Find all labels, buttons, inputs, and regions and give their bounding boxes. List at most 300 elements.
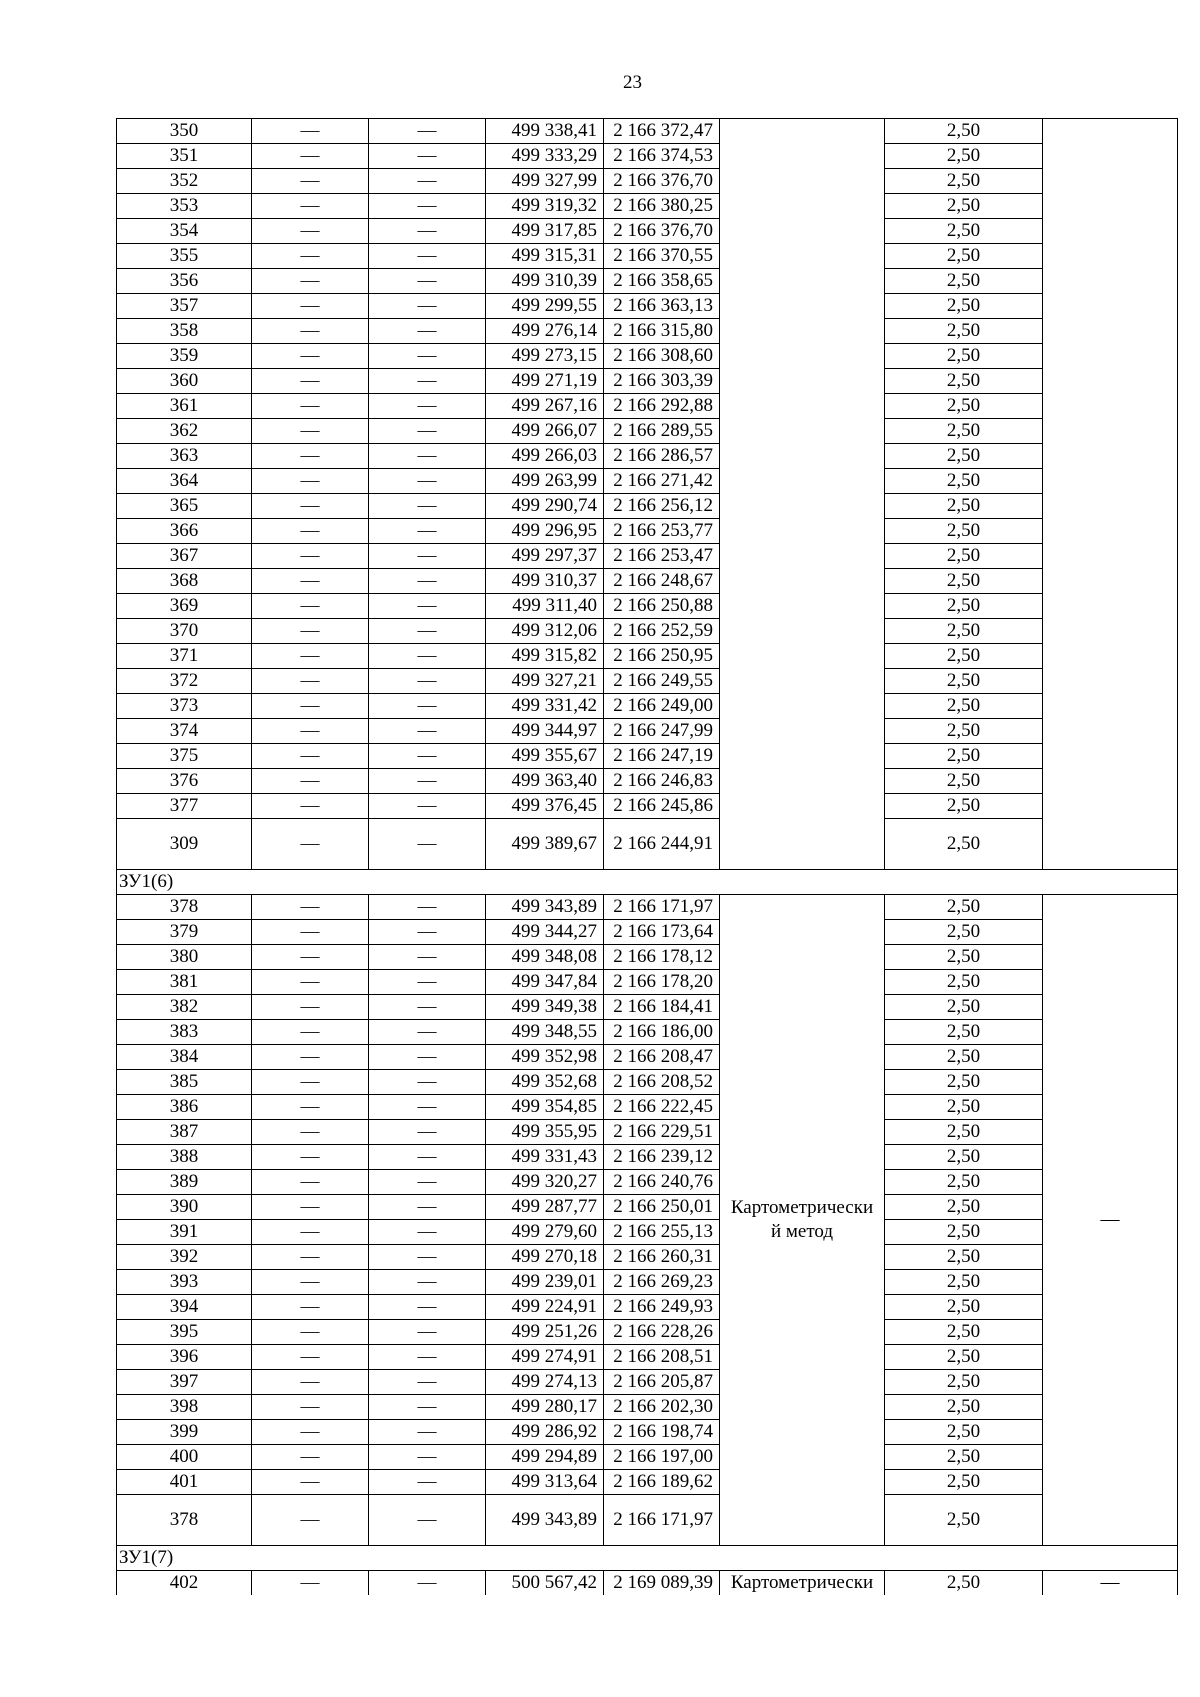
dash-cell: — xyxy=(252,444,369,469)
x-coordinate: 499 355,95 xyxy=(486,1120,604,1145)
table-row xyxy=(117,1420,1178,1445)
accuracy-value: 2,50 xyxy=(885,144,1043,169)
x-coordinate: 499 299,55 xyxy=(486,294,604,319)
x-coordinate: 499 315,82 xyxy=(486,644,604,669)
dash-cell: — xyxy=(252,1095,369,1120)
dash-cell: — xyxy=(252,169,369,194)
dash-cell: — xyxy=(252,1020,369,1045)
table-row xyxy=(117,1145,1178,1170)
table-row xyxy=(117,1120,1178,1145)
dash-cell: — xyxy=(252,394,369,419)
point-number: 356 xyxy=(117,269,252,294)
x-coordinate: 499 251,26 xyxy=(486,1320,604,1345)
dash-cell: — xyxy=(252,1495,369,1546)
accuracy-value: 2,50 xyxy=(885,1495,1043,1546)
accuracy-value: 2,50 xyxy=(885,494,1043,519)
accuracy-value: 2,50 xyxy=(885,1170,1043,1195)
table-row xyxy=(117,444,1178,469)
table-row xyxy=(117,344,1178,369)
point-number: 377 xyxy=(117,794,252,819)
point-number: 361 xyxy=(117,394,252,419)
table-row xyxy=(117,644,1178,669)
x-coordinate: 499 327,99 xyxy=(486,169,604,194)
dash-cell: — xyxy=(252,494,369,519)
table-row xyxy=(117,469,1178,494)
coordinates-table xyxy=(116,118,1178,1595)
dash-cell: — xyxy=(252,1420,369,1445)
x-coordinate: 499 280,17 xyxy=(486,1395,604,1420)
y-coordinate: 2 166 250,95 xyxy=(604,644,720,669)
table-row xyxy=(117,219,1178,244)
accuracy-value: 2,50 xyxy=(885,819,1043,870)
dash-cell: — xyxy=(252,1320,369,1345)
dash-cell: — xyxy=(369,769,486,794)
dash-cell: — xyxy=(252,1270,369,1295)
x-coordinate: 499 344,27 xyxy=(486,920,604,945)
point-number: 355 xyxy=(117,244,252,269)
x-coordinate: 499 343,89 xyxy=(486,1495,604,1546)
point-number: 373 xyxy=(117,694,252,719)
dash-cell: — xyxy=(369,1020,486,1045)
point-number: 402 xyxy=(117,1571,252,1596)
y-coordinate: 2 166 171,97 xyxy=(604,1495,720,1546)
y-coordinate: 2 166 292,88 xyxy=(604,394,720,419)
dash-cell: — xyxy=(252,144,369,169)
table-row xyxy=(117,1295,1178,1320)
dash-cell: — xyxy=(252,469,369,494)
table-row xyxy=(117,1470,1178,1495)
x-coordinate: 499 338,41 xyxy=(486,119,604,144)
y-coordinate: 2 166 289,55 xyxy=(604,419,720,444)
x-coordinate: 499 287,77 xyxy=(486,1195,604,1220)
dash-cell: — xyxy=(369,1170,486,1195)
accuracy-value: 2,50 xyxy=(885,644,1043,669)
point-number: 362 xyxy=(117,419,252,444)
dash-cell: — xyxy=(252,794,369,819)
x-coordinate: 499 355,67 xyxy=(486,744,604,769)
accuracy-value: 2,50 xyxy=(885,1420,1043,1445)
dash-cell: — xyxy=(252,945,369,970)
dash-cell: — xyxy=(252,1170,369,1195)
dash-cell: — xyxy=(369,819,486,870)
x-coordinate: 499 270,18 xyxy=(486,1245,604,1270)
accuracy-value: 2,50 xyxy=(885,1320,1043,1345)
dash-cell: — xyxy=(369,1220,486,1245)
dash-cell: — xyxy=(252,219,369,244)
point-number: 357 xyxy=(117,294,252,319)
dash-cell: — xyxy=(369,169,486,194)
table-row xyxy=(117,1270,1178,1295)
table-row xyxy=(117,419,1178,444)
accuracy-value: 2,50 xyxy=(885,244,1043,269)
accuracy-value: 2,50 xyxy=(885,569,1043,594)
dash-cell: — xyxy=(369,1295,486,1320)
point-number: 383 xyxy=(117,1020,252,1045)
accuracy-value: 2,50 xyxy=(885,1245,1043,1270)
y-coordinate: 2 166 178,20 xyxy=(604,970,720,995)
dash-cell: — xyxy=(252,244,369,269)
dash-cell: — xyxy=(369,1470,486,1495)
accuracy-value: 2,50 xyxy=(885,945,1043,970)
point-number: 366 xyxy=(117,519,252,544)
dash-cell: — xyxy=(252,194,369,219)
point-number: 354 xyxy=(117,219,252,244)
table-row xyxy=(117,1445,1178,1470)
accuracy-value: 2,50 xyxy=(885,369,1043,394)
dash-cell: — xyxy=(369,244,486,269)
dash-cell: — xyxy=(369,1195,486,1220)
dash-cell: — xyxy=(252,569,369,594)
dash-cell: — xyxy=(369,794,486,819)
x-coordinate: 499 224,91 xyxy=(486,1295,604,1320)
y-coordinate: 2 166 249,55 xyxy=(604,669,720,694)
table-row xyxy=(117,594,1178,619)
dash-cell: — xyxy=(369,1370,486,1395)
dash-cell: — xyxy=(369,995,486,1020)
y-coordinate: 2 166 247,19 xyxy=(604,744,720,769)
table-row xyxy=(117,1395,1178,1420)
y-coordinate: 2 166 252,59 xyxy=(604,619,720,644)
table-row xyxy=(117,394,1178,419)
y-coordinate: 2 166 178,12 xyxy=(604,945,720,970)
x-coordinate: 499 310,37 xyxy=(486,569,604,594)
x-coordinate: 499 312,06 xyxy=(486,619,604,644)
x-coordinate: 499 315,31 xyxy=(486,244,604,269)
table-row xyxy=(117,1045,1178,1070)
dash-cell: — xyxy=(369,694,486,719)
dash-cell: — xyxy=(369,1045,486,1070)
x-coordinate: 499 331,42 xyxy=(486,694,604,719)
y-coordinate: 2 166 249,93 xyxy=(604,1295,720,1320)
dash-cell: — xyxy=(369,719,486,744)
x-coordinate: 499 349,38 xyxy=(486,995,604,1020)
dash-cell: — xyxy=(369,920,486,945)
point-number: 395 xyxy=(117,1320,252,1345)
dash-cell: — xyxy=(252,970,369,995)
dash-cell: — xyxy=(252,1370,369,1395)
dash-cell: — xyxy=(252,1045,369,1070)
dash-cell: — xyxy=(369,294,486,319)
table-row xyxy=(117,244,1178,269)
table-row xyxy=(117,694,1178,719)
y-coordinate: 2 166 303,39 xyxy=(604,369,720,394)
method-cell: Картометрически xyxy=(720,1571,885,1596)
point-number: 399 xyxy=(117,1420,252,1445)
section-row xyxy=(117,1546,1178,1571)
accuracy-value: 2,50 xyxy=(885,444,1043,469)
accuracy-value: 2,50 xyxy=(885,1020,1043,1045)
dash-cell: — xyxy=(369,1320,486,1345)
dash-cell: — xyxy=(369,444,486,469)
accuracy-value: 2,50 xyxy=(885,995,1043,1020)
accuracy-value: 2,50 xyxy=(885,694,1043,719)
accuracy-value: 2,50 xyxy=(885,970,1043,995)
y-coordinate: 2 166 173,64 xyxy=(604,920,720,945)
point-number: 389 xyxy=(117,1170,252,1195)
table-row xyxy=(117,1345,1178,1370)
table-row xyxy=(117,144,1178,169)
dash-cell: — xyxy=(369,1495,486,1546)
point-number: 379 xyxy=(117,920,252,945)
dash-cell: — xyxy=(369,1571,486,1596)
y-coordinate: 2 166 250,01 xyxy=(604,1195,720,1220)
point-number: 393 xyxy=(117,1270,252,1295)
table-row xyxy=(117,744,1178,769)
table-row xyxy=(117,519,1178,544)
dash-cell: — xyxy=(252,1245,369,1270)
dash-cell: — xyxy=(252,920,369,945)
accuracy-value: 2,50 xyxy=(885,1120,1043,1145)
dash-cell: — xyxy=(369,144,486,169)
accuracy-value: 2,50 xyxy=(885,194,1043,219)
y-coordinate: 2 166 260,31 xyxy=(604,1245,720,1270)
dash-cell: — xyxy=(252,1220,369,1245)
accuracy-value: 2,50 xyxy=(885,920,1043,945)
dash-cell: — xyxy=(252,519,369,544)
table-row xyxy=(117,1195,1178,1220)
dash-cell: — xyxy=(369,619,486,644)
dash-cell: — xyxy=(369,1070,486,1095)
section-label: ЗУ1(7) xyxy=(117,1546,1178,1571)
point-number: 358 xyxy=(117,319,252,344)
dash-cell: — xyxy=(369,394,486,419)
accuracy-value: 2,50 xyxy=(885,519,1043,544)
point-number: 363 xyxy=(117,444,252,469)
x-coordinate: 499 239,01 xyxy=(486,1270,604,1295)
table-row xyxy=(117,1020,1178,1045)
x-coordinate: 499 348,55 xyxy=(486,1020,604,1045)
y-coordinate: 2 166 222,45 xyxy=(604,1095,720,1120)
accuracy-value: 2,50 xyxy=(885,669,1043,694)
point-number: 381 xyxy=(117,970,252,995)
y-coordinate: 2 166 308,60 xyxy=(604,344,720,369)
y-coordinate: 2 166 247,99 xyxy=(604,719,720,744)
dash-cell: — xyxy=(252,319,369,344)
x-coordinate: 499 347,84 xyxy=(486,970,604,995)
dash-cell: — xyxy=(252,1345,369,1370)
accuracy-value: 2,50 xyxy=(885,1145,1043,1170)
x-coordinate: 500 567,42 xyxy=(486,1571,604,1596)
y-coordinate: 2 166 208,51 xyxy=(604,1345,720,1370)
y-coordinate: 2 166 315,80 xyxy=(604,319,720,344)
accuracy-value: 2,50 xyxy=(885,344,1043,369)
dash-cell: — xyxy=(252,1470,369,1495)
dash-cell: — xyxy=(252,1445,369,1470)
accuracy-value: 2,50 xyxy=(885,1070,1043,1095)
x-coordinate: 499 297,37 xyxy=(486,544,604,569)
table-row xyxy=(117,719,1178,744)
table-row xyxy=(117,1370,1178,1395)
x-coordinate: 499 331,43 xyxy=(486,1145,604,1170)
table-row xyxy=(117,819,1178,870)
x-coordinate: 499 290,74 xyxy=(486,494,604,519)
table-row xyxy=(117,494,1178,519)
x-coordinate: 499 389,67 xyxy=(486,819,604,870)
dash-cell: — xyxy=(252,419,369,444)
dash-cell: — xyxy=(369,945,486,970)
table-row xyxy=(117,1220,1178,1245)
table-row xyxy=(117,169,1178,194)
x-coordinate: 499 274,13 xyxy=(486,1370,604,1395)
point-number: 380 xyxy=(117,945,252,970)
last-column-cell: — xyxy=(1043,1571,1178,1596)
point-number: 391 xyxy=(117,1220,252,1245)
dash-cell: — xyxy=(369,1245,486,1270)
y-coordinate: 2 166 245,86 xyxy=(604,794,720,819)
accuracy-value: 2,50 xyxy=(885,619,1043,644)
x-coordinate: 499 354,85 xyxy=(486,1095,604,1120)
y-coordinate: 2 166 208,52 xyxy=(604,1070,720,1095)
dash-cell: — xyxy=(369,419,486,444)
y-coordinate: 2 166 286,57 xyxy=(604,444,720,469)
point-number: 397 xyxy=(117,1370,252,1395)
x-coordinate: 499 274,91 xyxy=(486,1345,604,1370)
y-coordinate: 2 166 358,65 xyxy=(604,269,720,294)
dash-cell: — xyxy=(369,594,486,619)
y-coordinate: 2 166 229,51 xyxy=(604,1120,720,1145)
table-row xyxy=(117,995,1178,1020)
dash-cell: — xyxy=(252,294,369,319)
dash-cell: — xyxy=(252,694,369,719)
y-coordinate: 2 166 244,91 xyxy=(604,819,720,870)
y-coordinate: 2 166 250,88 xyxy=(604,594,720,619)
dash-cell: — xyxy=(252,644,369,669)
dash-cell: — xyxy=(369,1145,486,1170)
accuracy-value: 2,50 xyxy=(885,1345,1043,1370)
x-coordinate: 499 271,19 xyxy=(486,369,604,394)
point-number: 350 xyxy=(117,119,252,144)
point-number: 364 xyxy=(117,469,252,494)
table-row xyxy=(117,895,1178,920)
dash-cell: — xyxy=(252,594,369,619)
dash-cell: — xyxy=(252,769,369,794)
x-coordinate: 499 267,16 xyxy=(486,394,604,419)
accuracy-value: 2,50 xyxy=(885,719,1043,744)
point-number: 400 xyxy=(117,1445,252,1470)
dash-cell: — xyxy=(369,1095,486,1120)
dash-cell: — xyxy=(369,669,486,694)
accuracy-value: 2,50 xyxy=(885,419,1043,444)
dash-cell: — xyxy=(369,644,486,669)
page-number: 23 xyxy=(623,72,642,93)
point-number: 392 xyxy=(117,1245,252,1270)
y-coordinate: 2 166 253,47 xyxy=(604,544,720,569)
point-number: 390 xyxy=(117,1195,252,1220)
dash-cell: — xyxy=(369,569,486,594)
dash-cell: — xyxy=(252,269,369,294)
table-row xyxy=(117,769,1178,794)
table-row xyxy=(117,945,1178,970)
accuracy-value: 2,50 xyxy=(885,1370,1043,1395)
point-number: 367 xyxy=(117,544,252,569)
accuracy-value: 2,50 xyxy=(885,594,1043,619)
table-row xyxy=(117,1095,1178,1120)
x-coordinate: 499 294,89 xyxy=(486,1445,604,1470)
table-row xyxy=(117,269,1178,294)
dash-cell: — xyxy=(369,519,486,544)
y-coordinate: 2 166 374,53 xyxy=(604,144,720,169)
point-number: 369 xyxy=(117,594,252,619)
table-row xyxy=(117,669,1178,694)
y-coordinate: 2 166 189,62 xyxy=(604,1470,720,1495)
y-coordinate: 2 166 269,23 xyxy=(604,1270,720,1295)
x-coordinate: 499 311,40 xyxy=(486,594,604,619)
point-number: 378 xyxy=(117,1495,252,1546)
point-number: 398 xyxy=(117,1395,252,1420)
accuracy-value: 2,50 xyxy=(885,1220,1043,1245)
dash-cell: — xyxy=(252,669,369,694)
x-coordinate: 499 319,32 xyxy=(486,194,604,219)
section-row xyxy=(117,870,1178,895)
point-number: 368 xyxy=(117,569,252,594)
accuracy-value: 2,50 xyxy=(885,219,1043,244)
y-coordinate: 2 166 363,13 xyxy=(604,294,720,319)
dash-cell: — xyxy=(369,1120,486,1145)
x-coordinate: 499 352,68 xyxy=(486,1070,604,1095)
x-coordinate: 499 266,03 xyxy=(486,444,604,469)
point-number: 372 xyxy=(117,669,252,694)
accuracy-value: 2,50 xyxy=(885,1045,1043,1070)
point-number: 386 xyxy=(117,1095,252,1120)
table-row xyxy=(117,544,1178,569)
x-coordinate: 499 296,95 xyxy=(486,519,604,544)
y-coordinate: 2 166 271,42 xyxy=(604,469,720,494)
dash-cell: — xyxy=(369,895,486,920)
table-row xyxy=(117,619,1178,644)
point-number: 396 xyxy=(117,1345,252,1370)
table-row xyxy=(117,319,1178,344)
dash-cell: — xyxy=(369,319,486,344)
dash-cell: — xyxy=(252,895,369,920)
y-coordinate: 2 166 380,25 xyxy=(604,194,720,219)
accuracy-value: 2,50 xyxy=(885,769,1043,794)
y-coordinate: 2 166 197,00 xyxy=(604,1445,720,1470)
point-number: 375 xyxy=(117,744,252,769)
last-column-cell: — xyxy=(1043,895,1178,1546)
dash-cell: — xyxy=(369,1420,486,1445)
method-cell xyxy=(720,119,885,870)
x-coordinate: 499 263,99 xyxy=(486,469,604,494)
accuracy-value: 2,50 xyxy=(885,1445,1043,1470)
accuracy-value: 2,50 xyxy=(885,544,1043,569)
x-coordinate: 499 376,45 xyxy=(486,794,604,819)
accuracy-value: 2,50 xyxy=(885,269,1043,294)
y-coordinate: 2 166 255,13 xyxy=(604,1220,720,1245)
dash-cell: — xyxy=(252,1195,369,1220)
section-label: ЗУ1(6) xyxy=(117,870,1178,895)
accuracy-value: 2,50 xyxy=(885,1195,1043,1220)
dash-cell: — xyxy=(252,544,369,569)
table-body xyxy=(117,119,1178,1596)
accuracy-value: 2,50 xyxy=(885,1470,1043,1495)
accuracy-value: 2,50 xyxy=(885,794,1043,819)
y-coordinate: 2 166 184,41 xyxy=(604,995,720,1020)
x-coordinate: 499 317,85 xyxy=(486,219,604,244)
accuracy-value: 2,50 xyxy=(885,394,1043,419)
accuracy-value: 2,50 xyxy=(885,469,1043,494)
table-row xyxy=(117,194,1178,219)
accuracy-value: 2,50 xyxy=(885,1295,1043,1320)
point-number: 382 xyxy=(117,995,252,1020)
table-row xyxy=(117,970,1178,995)
point-number: 385 xyxy=(117,1070,252,1095)
x-coordinate: 499 348,08 xyxy=(486,945,604,970)
accuracy-value: 2,50 xyxy=(885,319,1043,344)
y-coordinate: 2 166 370,55 xyxy=(604,244,720,269)
dash-cell: — xyxy=(369,219,486,244)
table-row xyxy=(117,920,1178,945)
y-coordinate: 2 166 198,74 xyxy=(604,1420,720,1445)
